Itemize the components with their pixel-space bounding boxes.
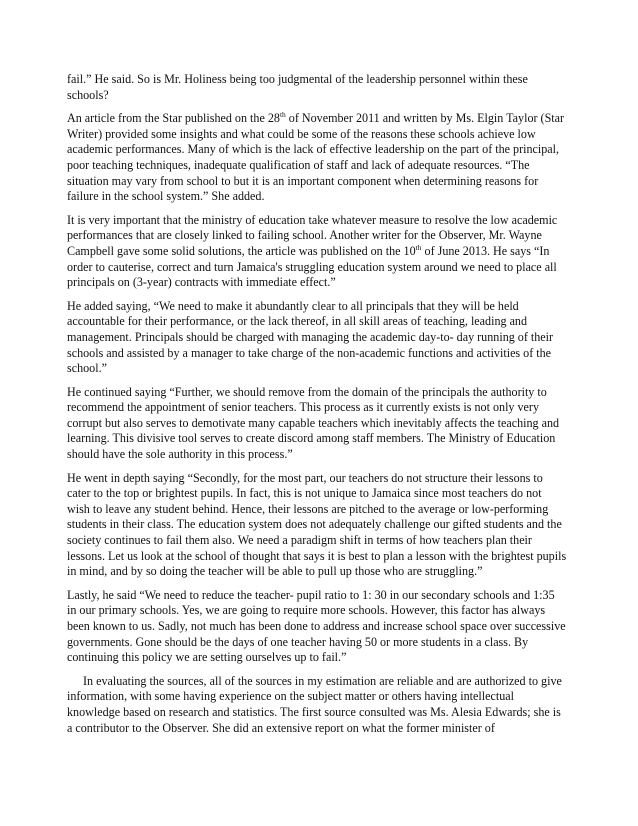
paragraph-1 [67, 72, 567, 103]
document-page [67, 72, 567, 744]
paragraph-8 [67, 674, 567, 736]
paragraph-text: He went in depth saying “Secondly, for the most part, our teachers do not structure their lessons to cater to the top or brightest pupils. In fact, this is not unique to Jamaica since most teachers do not wish to leave any student behind. Hence, their lessons are pitched to the average or low-performing students in their class. The education system does not adequately challenge our gifted students and the society continues to fail them also. We need a paradigm shift in terms of how teachers plan their lessons. Let us look at the school of thought that says it is best to plan a lesson with the brightest pupils in mind, and by so doing the teacher will be able to pull up those who are struggling.” [67, 470, 567, 579]
paragraph-4 [67, 299, 567, 377]
paragraph-5 [67, 385, 567, 463]
paragraph-text: An article from the Star published on the 28 [67, 111, 280, 126]
paragraph-6 [67, 471, 567, 580]
paragraph-text: In evaluating the sources, all of the sources in my estimation are reliable and are authorized to give information, with some having experience on the subject matter or others having intellectual knowledge based on research and statistics. The first source consulted was Ms. Alesia Edwards; she is a contributor to the Observer. She did an extensive report on what the former minister of [67, 673, 562, 735]
paragraph-text: It is very important that the ministry of education take whatever measure to resolve the low academic performances that are closely linked to failing school. Another writer for the Observer, Mr. Wayne Campbell gave some solid solutions, the article was published on the 10 [67, 212, 558, 258]
ordinal-superscript: th [279, 110, 286, 120]
paragraph-text: Lastly, he said “We need to reduce the teacher- pupil ratio to 1: 30 in our secondary schools and 1:35 in our primary schools. Yes, we are going to require more schools. However, this factor has always been known to us. Sadly, not much has been done to address and increase school space over successive governments. Gone should be the days of one teacher having 50 or more students in a class. By continuing this policy we are setting ourselves up to fail.” [67, 587, 566, 665]
paragraph-text: He continued saying “Further, we should remove from the domain of the principals the authority to recommend the appointment of senior teachers. This process as it currently exists is not only very corrupt but also serves to demotivate many capable teachers which inevitably affects the teaching and learning. This divisive tool serves to create discord among staff members. The Ministry of Education should have the sole authority in this process.” [67, 384, 560, 462]
paragraph-text: of November 2011 and written by Ms. Elgin Taylor (Star Writer) provided some insights and what could be some of the reasons these schools achieve low academic performances. Many of which is the lack of effective leadership on the part of the principal, poor teaching techniques, inadequate qualification of staff and lack of adequate resources. “The situation may vary from school to but it is an important component when determining reasons for failure in the school system.” She added. [67, 111, 565, 204]
paragraph-text: of June 2013. He says “In order to cauterise, correct and turn Jamaica's struggling education system around we need to place all principals on (3-year) contracts with immediate effect.” [67, 243, 557, 290]
paragraph-text: fail.” He said. So is Mr. Holiness being too judgmental of the leadership personnel within these schools? [67, 72, 528, 102]
paragraph-7 [67, 588, 567, 666]
ordinal-superscript: th [415, 242, 422, 252]
paragraph-2 [67, 111, 567, 205]
paragraph-3 [67, 213, 567, 291]
paragraph-text: He added saying, “We need to make it abundantly clear to all principals that they will be held accountable for their performance, or the lack thereof, in all skill areas of teaching, leading and management. Principals should be charged with managing the academic day-to- day running of their schools and assisted by a manager to take charge of the non-academic functions and activities of the school.” [67, 298, 554, 376]
